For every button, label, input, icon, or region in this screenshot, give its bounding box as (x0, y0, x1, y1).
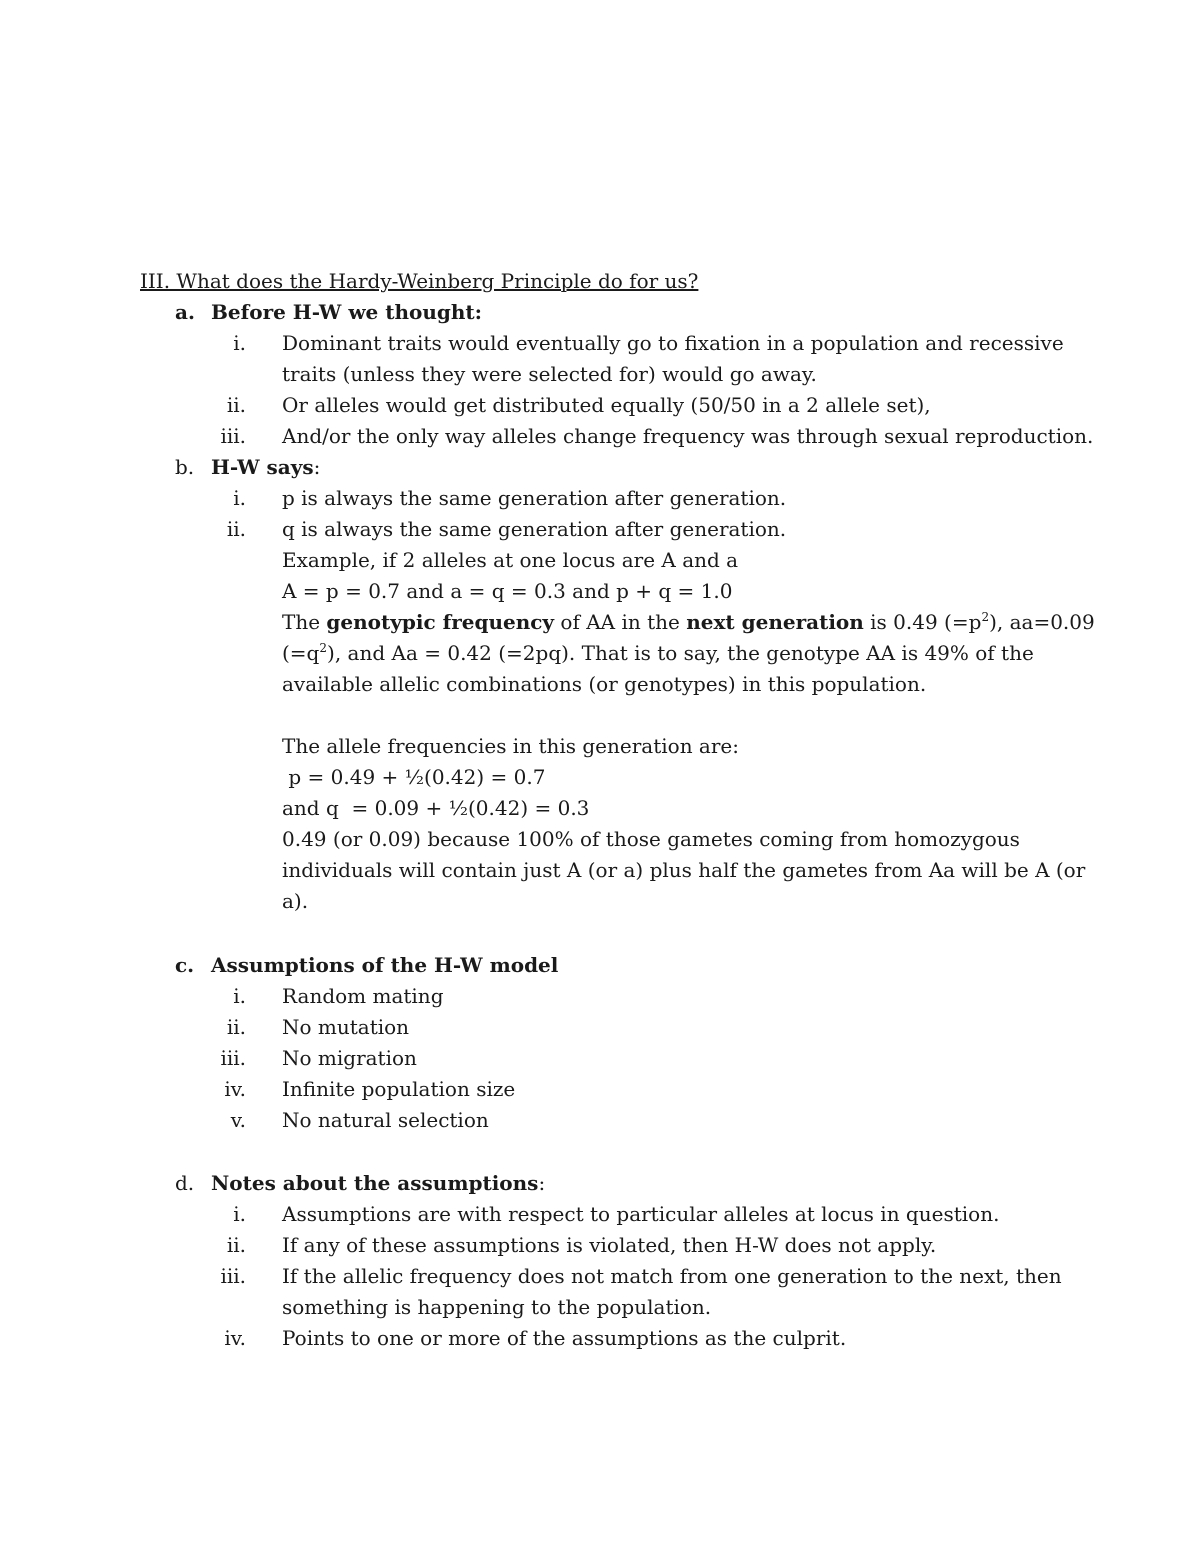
item-text: If any of these assumptions is violated, then H-W does not apply. (282, 1233, 937, 1257)
item-text: Random mating (282, 984, 444, 1008)
item-number: iii. (220, 1264, 246, 1288)
section-d-title-text: Notes about the assumptions (211, 1171, 539, 1195)
item-text: Dominant traits would eventually go to fixation in a population and recessive (282, 331, 1064, 355)
item-text: Infinite population size (282, 1077, 516, 1101)
item-text: And/or the only way alleles change frequency was through sexual reproduction. (282, 424, 1094, 448)
item-number: ii. (226, 1233, 246, 1257)
allele-text: a). (282, 889, 309, 913)
item-text: something is happening to the population. (282, 1295, 712, 1319)
allele-text: The allele frequencies in this generation are: (282, 734, 739, 758)
item-text: Or alleles would get distributed equally (50/50 in a 2 allele set), (282, 393, 931, 417)
superscript: 2 (981, 610, 990, 624)
text-run: ), and Aa = 0.42 (=2pq). That is to say, the genotype AA is 49% of the (327, 641, 1034, 665)
equation-text: A = p = 0.7 and a = q = 0.3 and p + q = 1.0 (282, 579, 733, 603)
item-number: iv. (224, 1077, 246, 1101)
section-d-label: d. (175, 1171, 195, 1195)
section-d-title-colon: : (538, 1171, 546, 1195)
section-c-label: c. (175, 953, 195, 977)
bold-term-genotypic-frequency: genotypic frequency (326, 610, 555, 634)
example-text: Example, if 2 alleles at one locus are A and a (282, 548, 739, 572)
item-number: iv. (224, 1326, 246, 1350)
item-number: iii. (220, 424, 246, 448)
item-text: q is always the same generation after generation. (282, 517, 787, 541)
section-a-label: a. (175, 300, 195, 324)
item-number: ii. (226, 1015, 246, 1039)
item-number: i. (233, 331, 246, 355)
genotypic-text (282, 607, 1095, 638)
section-b-title-text: H-W says (211, 455, 314, 479)
section-d-title (211, 1168, 545, 1199)
item-text: traits (unless they were selected for) would go away. (282, 362, 817, 386)
section-b-title (211, 452, 320, 483)
item-text: p is always the same generation after generation. (282, 486, 787, 510)
item-number: iii. (220, 1046, 246, 1070)
item-text: No migration (282, 1046, 417, 1070)
genotypic-text (282, 638, 1034, 669)
section-b-title-colon: : (313, 455, 321, 479)
allele-text: 0.49 (or 0.09) because 100% of those gametes coming from homozygous (282, 827, 1020, 851)
item-text: Assumptions are with respect to particular alleles at locus in question. (282, 1202, 1000, 1226)
section-b-label: b. (175, 455, 195, 479)
item-text: Points to one or more of the assumptions as the culprit. (282, 1326, 847, 1350)
text-run: (=q (282, 641, 320, 665)
text-run: is 0.49 (=p (863, 610, 982, 634)
bold-term-next-generation: next generation (686, 610, 864, 634)
allele-text: and q = 0.09 + ½(0.42) = 0.3 (282, 796, 590, 820)
item-number: i. (233, 486, 246, 510)
item-number: v. (230, 1108, 246, 1132)
section-c-title: Assumptions of the H-W model (211, 953, 559, 977)
item-number: ii. (226, 393, 246, 417)
text-run: ), aa=0.09 (989, 610, 1095, 634)
item-number: ii. (226, 517, 246, 541)
section-a-title: Before H-W we thought: (211, 300, 483, 324)
allele-text: p = 0.49 + ½(0.42) = 0.7 (282, 765, 546, 789)
superscript: 2 (319, 641, 328, 655)
item-number: i. (233, 984, 246, 1008)
item-number: i. (233, 1202, 246, 1226)
section-heading: III. What does the Hardy-Weinberg Principle do for us? (140, 269, 699, 293)
text-run: of AA in the (554, 610, 687, 634)
item-text: If the allelic frequency does not match from one generation to the next, then (282, 1264, 1062, 1288)
item-text: No mutation (282, 1015, 410, 1039)
allele-text: individuals will contain just A (or a) plus half the gametes from Aa will be A (or (282, 858, 1086, 882)
item-text: No natural selection (282, 1108, 489, 1132)
genotypic-text: available allelic combinations (or genotypes) in this population. (282, 672, 927, 696)
text-run: The (282, 610, 327, 634)
